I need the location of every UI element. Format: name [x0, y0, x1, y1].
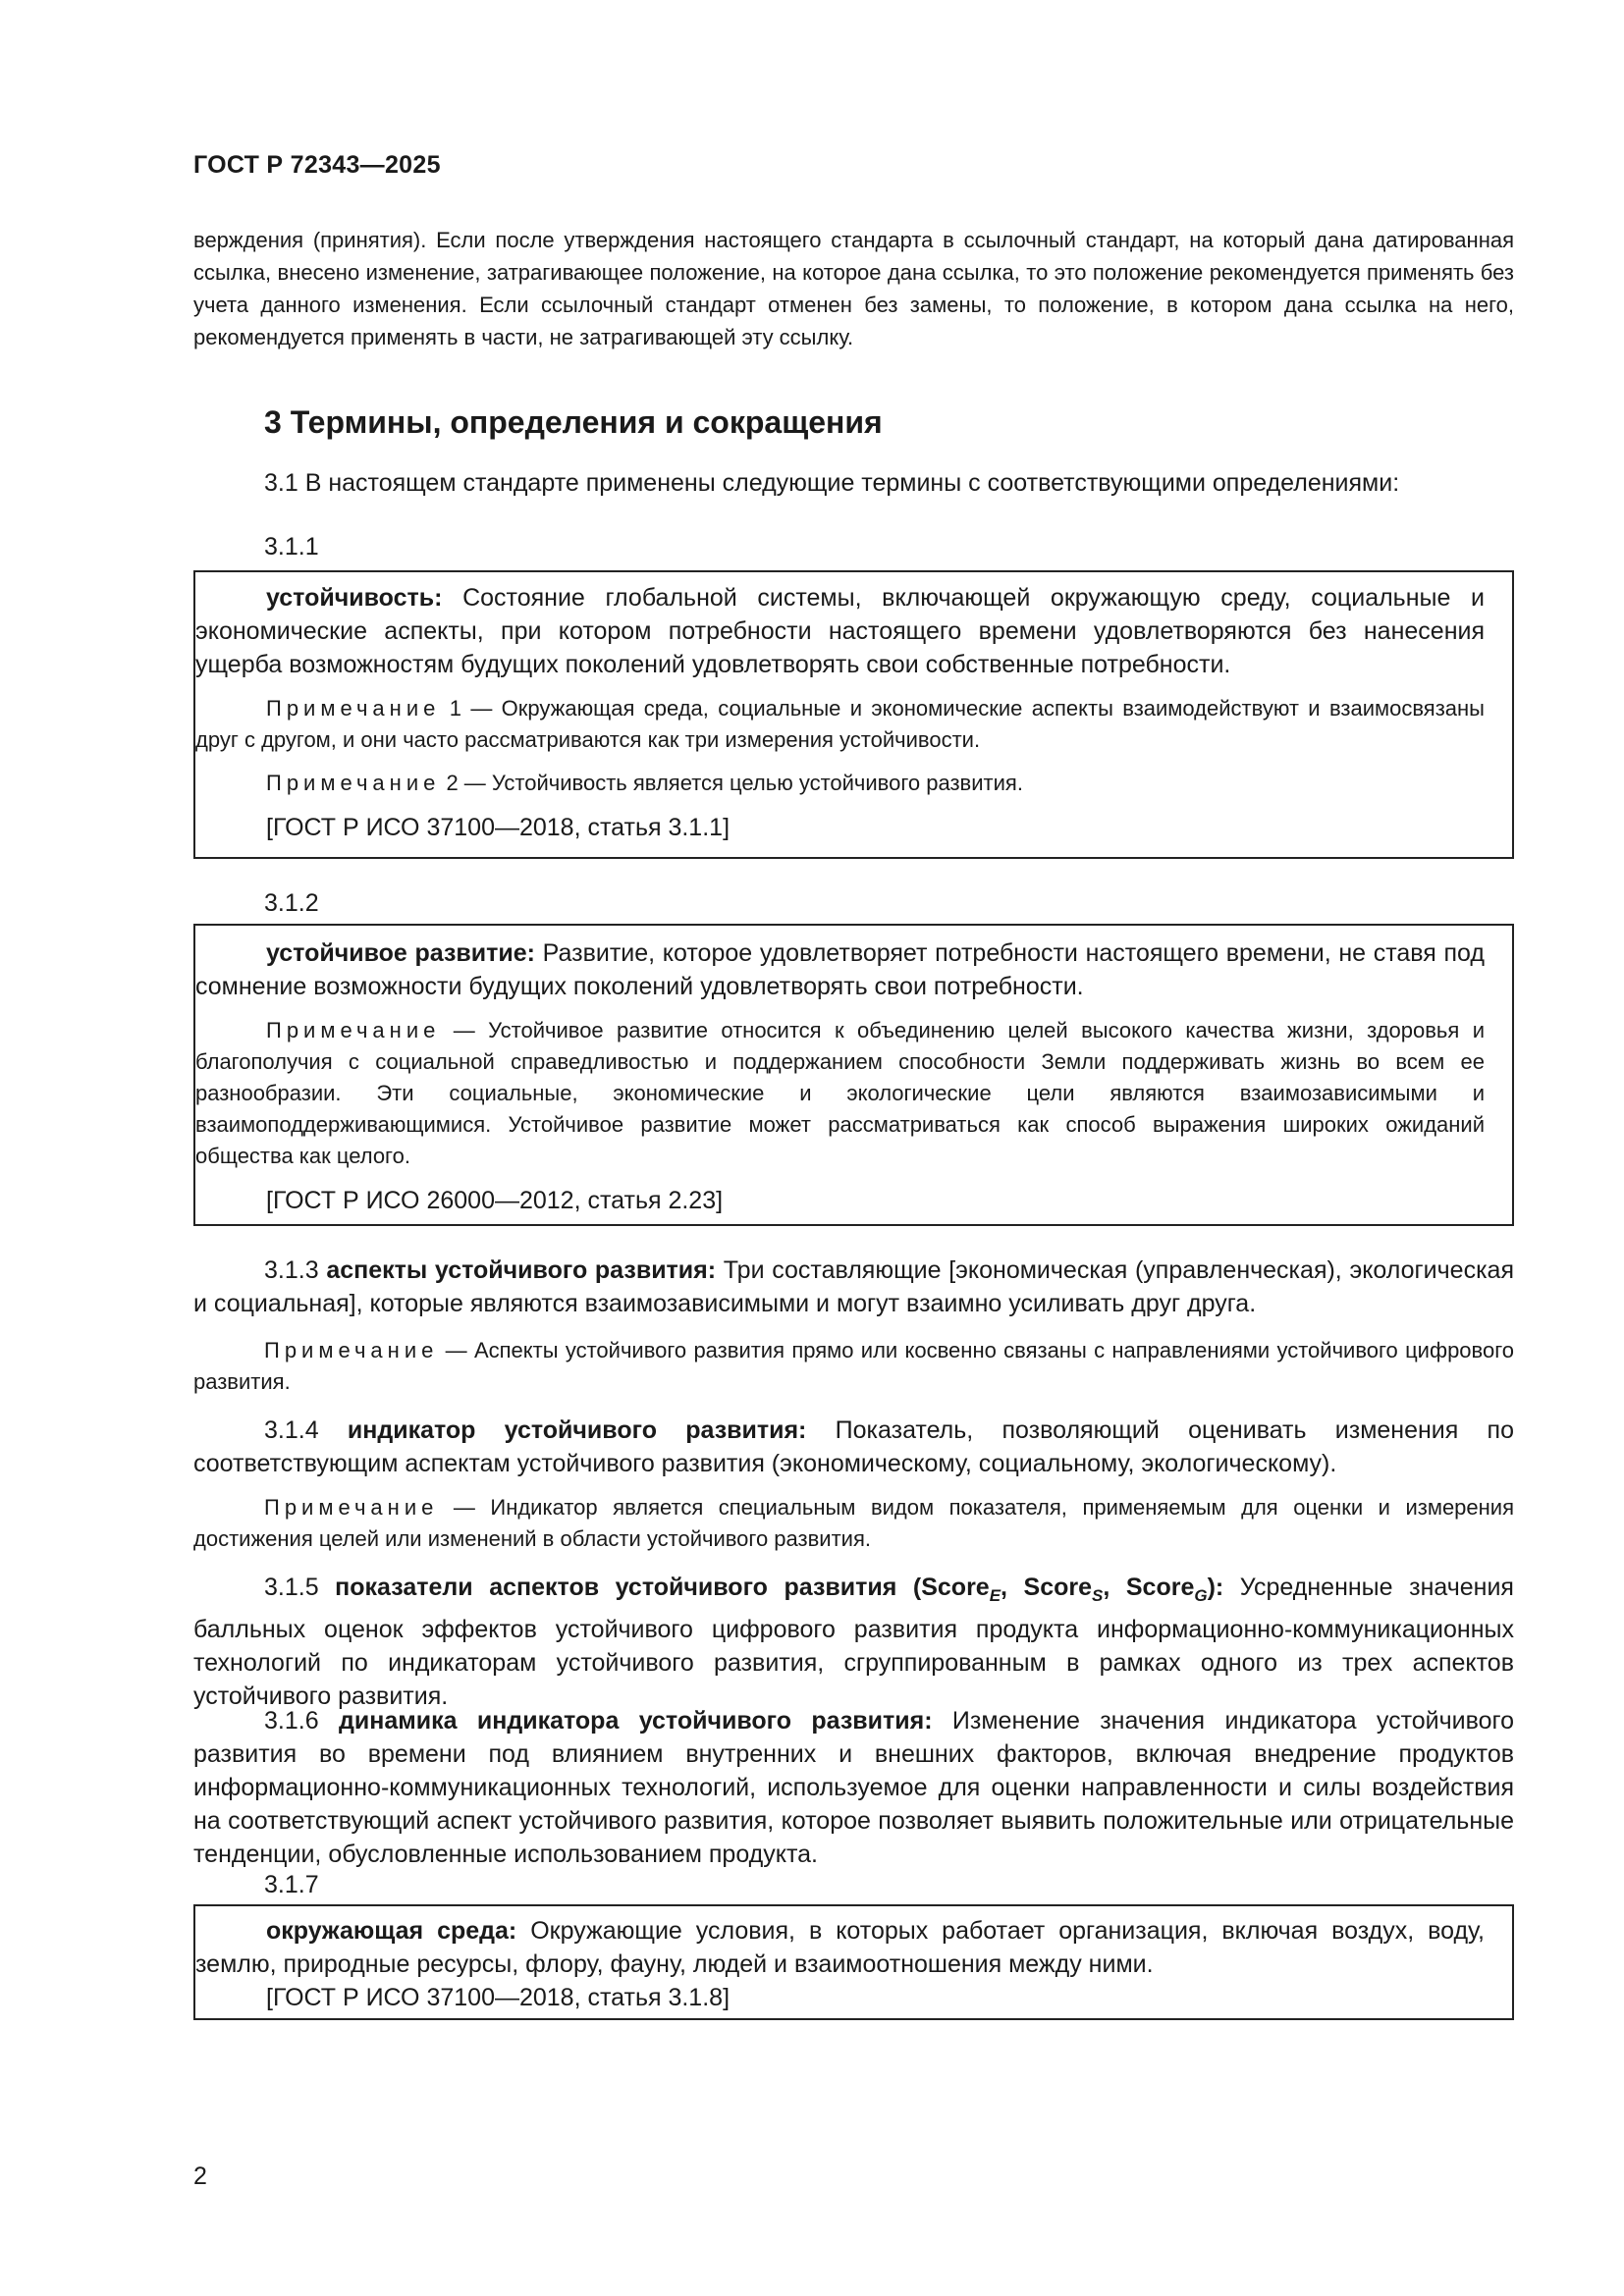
term-name: устойчивость:: [266, 584, 443, 612]
note-label: Примечание: [266, 696, 441, 721]
term-box-3-1-7: [193, 1904, 1514, 2020]
term-number: 3.1.4: [264, 1416, 348, 1444]
paragraph-3-1: 3.1 В настоящем стандарте применены следующие термины с соответствующими определениями:: [264, 469, 1400, 497]
note-text: 2 — Устойчивость является целью устойчивого развития.: [440, 771, 1023, 795]
term-box-3-1-2: [193, 924, 1514, 1226]
term-number-3-1-1: 3.1.1: [264, 533, 319, 561]
term-3-1-3-note: [193, 1335, 1514, 1398]
term-source: [ГОСТ Р ИСО 37100—2018, статья 3.1.8]: [266, 1984, 731, 2011]
term-definition-3-1-1: [195, 581, 1485, 681]
note-label: Примечание: [266, 1018, 441, 1042]
term-3-1-4-note: [193, 1492, 1514, 1555]
note-text: 1 — Окружающая среда, социальные и экономические аспекты взаимодействуют и взаимосвязаны друг с другом, и они часто рассматриваются как три измерения устойчивости.: [195, 696, 1485, 752]
note-label: Примечание: [264, 1338, 439, 1362]
note-label: Примечание: [266, 771, 441, 795]
term-source: [ГОСТ Р ИСО 26000—2012, статья 2.23]: [266, 1187, 724, 1214]
term-definition-3-1-2: [195, 936, 1485, 1003]
page-number: 2: [193, 2163, 207, 2190]
term-text: Показатель, позволяющий оценивать изменения по соответствующим аспектам устойчивого развития (экономическому, социальному, экологическому).: [193, 1416, 1514, 1477]
term-box-3-1-1: [193, 570, 1514, 859]
term-number: 3.1.6: [264, 1707, 339, 1735]
term-number-3-1-7: 3.1.7: [264, 1871, 319, 1898]
term-text: Окружающие условия, в которых работает организация, включая воздух, воду, землю, природные ресурсы, флору, фауну, людей и взаимоотношения между ними.: [195, 1917, 1485, 1978]
document-header: ГОСТ Р 72343—2025: [193, 151, 441, 179]
term-note-1: [195, 693, 1485, 756]
term-3-1-3: [193, 1254, 1514, 1320]
note-text: — Индикатор является специальным видом показателя, применяемым для оценки и измерения достижения целей или изменений в области устойчивого развития.: [193, 1495, 1514, 1551]
term-source: [ГОСТ Р ИСО 37100—2018, статья 3.1.1]: [266, 814, 731, 841]
term-3-1-6: [193, 1704, 1514, 1871]
intro-paragraph: верждения (принятия). Если после утверждения настоящего стандарта в ссылочный стандарт, на который дана датированная ссылка, внесено изменение, затрагивающее положение, на которое дана ссылка, то это положение рекомендуется применять без учета данного изменения. Если ссылочный стандарт отменен без замены, то положение, в котором дана ссылка на него, рекомендуется применять в части, не затрагивающей эту ссылку.: [193, 228, 1514, 349]
term-note-2: [195, 768, 1485, 799]
term-text: Три составляющие [экономическая (управленческая), экологическая и социальная], которые являются взаимозависимыми и могут взаимно усиливать друг друга.: [193, 1256, 1514, 1317]
term-definition-3-1-7: [195, 1914, 1485, 1981]
term-text: Состояние глобальной системы, включающей окружающую среду, социальные и экономические аспекты, при котором потребности настоящего времени удовлетворяются без нанесения ущерба возможностям будущих поколений удовлетворять свои собственные потребности.: [195, 584, 1485, 678]
term-text: Изменение значения индикатора устойчивого развития во времени под влиянием внутренних и внешних факторов, включая внедрение продуктов информационно-коммуникационных технологий, используемое для оценки направленности и силы воздействия на соответствующий аспект устойчивого развития, которое позволяет выявить положительные или отрицательные тенденции, обусловленные использованием продукта.: [193, 1707, 1514, 1868]
term-3-1-5: [193, 1571, 1514, 1713]
term-name: устойчивое развитие:: [266, 939, 535, 967]
note-label: Примечание: [264, 1495, 439, 1520]
section-title: 3 Термины, определения и сокращения: [264, 404, 883, 440]
term-note: [195, 1015, 1485, 1172]
term-text: Развитие, которое удовлетворяет потребности настоящего времени, не ставя под сомнение возможности будущих поколений удовлетворять свои потребности.: [195, 939, 1485, 1000]
term-number: 3.1.3: [264, 1256, 327, 1284]
term-number: 3.1.5: [264, 1574, 336, 1601]
term-name: окружающая среда:: [266, 1917, 517, 1945]
term-name: аспекты устойчивого развития:: [326, 1256, 717, 1284]
term-name: индикатор устойчивого развития:: [347, 1416, 807, 1444]
term-number-3-1-2: 3.1.2: [264, 889, 319, 917]
note-text: — Аспекты устойчивого развития прямо или косвенно связаны с направлениями устойчивого цифрового развития.: [193, 1338, 1514, 1394]
term-name: динамика индикатора устойчивого развития:: [338, 1707, 933, 1735]
term-text: Усредненные значения балльных оценок эффектов устойчивого цифрового развития продукта информационно-коммуникационных технологий по индикаторам устойчивого развития, сгруппированным в рамках одного из трех аспектов устойчивого развития.: [193, 1574, 1514, 1710]
term-name: показатели аспектов устойчивого развития (Score$_E$, Score$_S$, Score$_G$):: [335, 1574, 1224, 1605]
note-text: — Устойчивое развитие относится к объединению целей высокого качества жизни, здоровья и благополучия с социальной справедливостью и поддержанием способности Земли поддерживать жизнь во всем ее разнообразии. Эти социальные, экономические и экологические цели являются взаимозависимыми и взаимоподдерживающимися. Устойчивое развитие может рассматриваться как способ выражения широких ожиданий общества как целого.: [195, 1018, 1485, 1168]
term-3-1-4: [193, 1414, 1514, 1480]
